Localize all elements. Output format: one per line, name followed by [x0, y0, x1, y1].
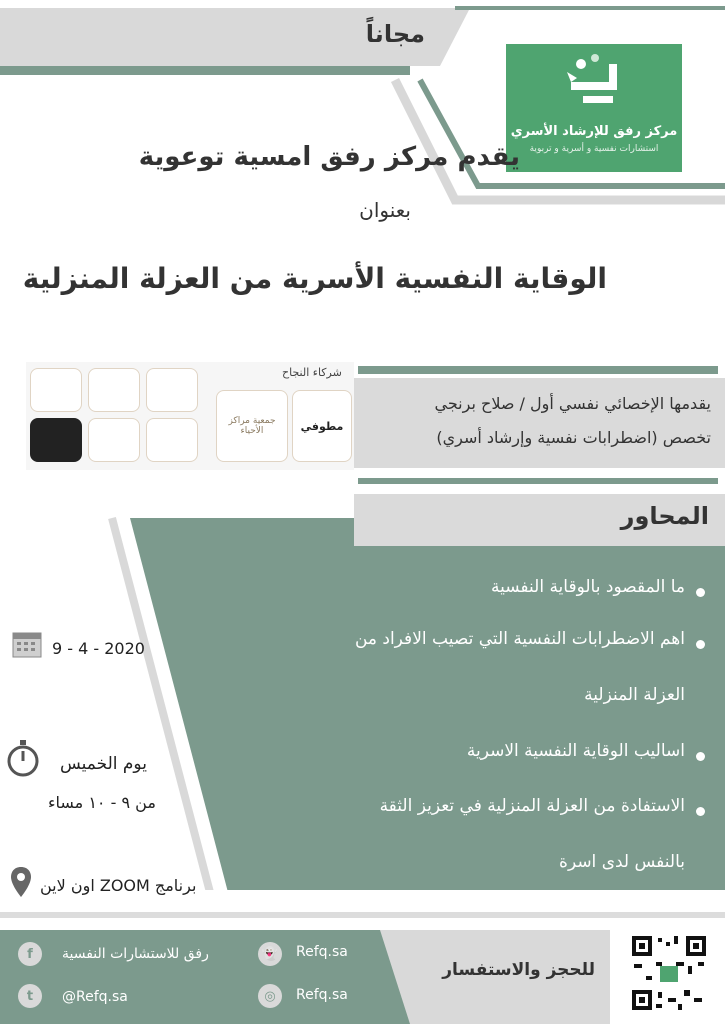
instagram-icon[interactable]: ◎: [258, 984, 282, 1008]
center-logo: [506, 44, 682, 172]
topic-item: الاستفادة من العزلة المنزلية في تعزيز الثقة: [379, 796, 685, 816]
topic-item: العزلة المنزلية: [584, 685, 685, 705]
twitter-handle[interactable]: @Refq.sa: [62, 989, 128, 1005]
topic-item: بالنفس لدى اسرة: [559, 852, 685, 872]
partner-logo: [88, 418, 140, 462]
snapchat-handle[interactable]: Refq.sa: [296, 944, 348, 960]
presenter-specialty: تخصص (اضطرابات نفسية وإرشاد أسري): [436, 428, 711, 447]
presenter-panel: [354, 378, 725, 468]
accent-strip: [0, 912, 725, 918]
partner-logo: [88, 368, 140, 412]
facebook-page[interactable]: رفق للاستشارات النفسية: [62, 946, 209, 962]
partners-label: شركاء النجاح: [282, 366, 342, 379]
accent-strip: [358, 478, 718, 484]
event-platform: برنامج ZOOM اون لاين: [40, 876, 197, 895]
bullet-icon: [696, 752, 705, 761]
partner-logo: [146, 368, 198, 412]
presenter-name: يقدمها الإخصائي نفسي أول / صلاح برنجي: [434, 394, 711, 413]
event-date: 9 - 4 - 2020: [52, 639, 145, 658]
accent-strip: [358, 366, 718, 374]
stopwatch-icon: [6, 738, 40, 778]
location-pin-icon: [10, 866, 32, 898]
partner-logo: [146, 418, 198, 462]
logo-subtitle: استشارات نفسية و أسرية و تربوية: [529, 144, 659, 154]
partners-panel: [26, 362, 354, 470]
partner-logo: [30, 418, 82, 462]
event-title: الوقاية النفسية الأسرية من العزلة المنزلية: [22, 262, 607, 295]
bullet-icon: [696, 640, 705, 649]
partner-logo: جمعية مراكز الأحياء: [216, 390, 288, 462]
bullet-icon: [696, 588, 705, 597]
event-intro: يقدم مركز رفق امسية توعوية: [138, 142, 520, 172]
refq-logo-mark: [561, 52, 627, 114]
topics-header: [354, 494, 725, 546]
partner-logo: [30, 368, 82, 412]
calendar-icon: [12, 630, 42, 658]
instagram-handle[interactable]: Refq.sa: [296, 987, 348, 1003]
topics-title: المحاور: [620, 502, 709, 530]
qr-code[interactable]: [628, 932, 710, 1014]
partner-logo: مطوفي: [292, 390, 352, 462]
event-titled: بعنوان: [359, 198, 411, 222]
free-label: مجاناً: [365, 20, 425, 48]
event-day: يوم الخميس: [60, 754, 147, 774]
topic-item: ما المقصود بالوقاية النفسية: [491, 577, 685, 597]
topic-item: اهم الاضطرابات النفسية التي تصيب الافراد من: [354, 629, 685, 649]
twitter-icon[interactable]: t: [18, 984, 42, 1008]
snapchat-icon[interactable]: 👻: [258, 942, 282, 966]
facebook-icon[interactable]: f: [18, 942, 42, 966]
logo-title: مركز رفق للإرشاد الأسري: [510, 124, 678, 139]
event-time: من ٩ - ١٠ مساء: [48, 793, 156, 812]
topic-item: اساليب الوقاية النفسية الاسرية: [466, 741, 685, 761]
booking-label: للحجز والاستفسار: [442, 960, 595, 980]
bullet-icon: [696, 807, 705, 816]
